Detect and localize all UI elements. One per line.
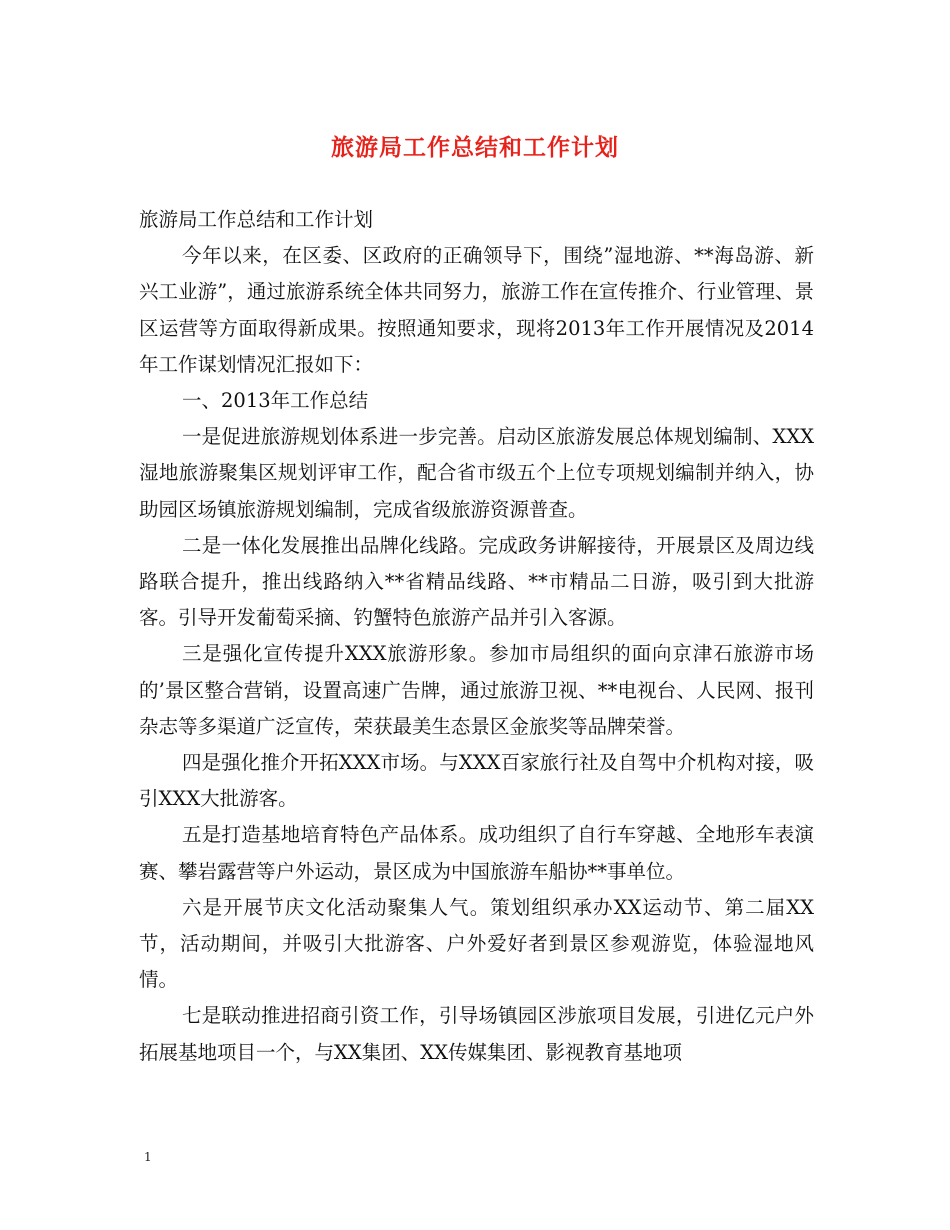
paragraph-item: 七是联动推进招商引资工作，引导场镇园区涉旅项目发展，引进亿元户外拓展基地项目一个，与XX集团、XX传媒集团、影视教育基地项 — [139, 1004, 814, 1064]
paragraph-item: 三是强化宣传提升XXX旅游形象。参加市局组织的面向京津石旅游市场的’景区整合营销，设置高速广告牌，通过旅游卫视、**电视台、人民网、报刊杂志等多渠道广泛宣传，荣获最美生态景区金旅奖等品牌荣誉。 — [139, 642, 814, 738]
paragraph-item: 六是开展节庆文化活动聚集人气。策划组织承办XX运动节、第二届XX节，活动期间，并吸引大批游客、户外爱好者到景区参观游览，体验湿地风情。 — [139, 895, 814, 992]
paragraph-item: 四是强化推介开拓XXX市场。与XXX百家旅行社及自驾中介机构对接，吸引XXX大批游客。 — [139, 751, 814, 811]
paragraph-item: 二是一体化发展推出品牌化线路。完成政务讲解接待，开展景区及周边线路联合提升，推出线路纳入**省精品线路、**市精品二日游，吸引到大批游客。引导开发葡萄采摘、钓蟹特色旅游产品并引入客源。 — [139, 533, 814, 630]
paragraph-item: 五是打造基地培育特色产品体系。成功组织了自行车穿越、全地形车表演赛、攀岩露营等户外运动，景区成为中国旅游车船协**事单位。 — [139, 823, 814, 883]
page-number: 1 — [144, 1150, 152, 1164]
document-subtitle: 旅游局工作总结和工作计划 — [139, 208, 374, 231]
section-heading: 一、2013年工作总结 — [182, 389, 369, 413]
paragraph-intro: 今年以来，在区委、区政府的正确领导下，围绕”湿地游、**海岛游、新兴工业游”，通过旅游系统全体共同努力，旅游工作在宣传推介、行业管理、景区运营等方面取得新成果。按照通知要求，现将2013年工作开展情况及2014年工作谋划情况汇报如下： — [139, 244, 814, 376]
paragraph-item: 一是促进旅游规划体系进一步完善。启动区旅游发展总体规划编制、XXX湿地旅游聚集区规划评审工作，配合省市级五个上位专项规划编制并纳入，协助园区场镇旅游规划编制，完成省级旅游资源普查。 — [139, 425, 814, 521]
document-title: 旅游局工作总结和工作计划 — [331, 134, 619, 161]
document-body — [139, 202, 814, 1071]
